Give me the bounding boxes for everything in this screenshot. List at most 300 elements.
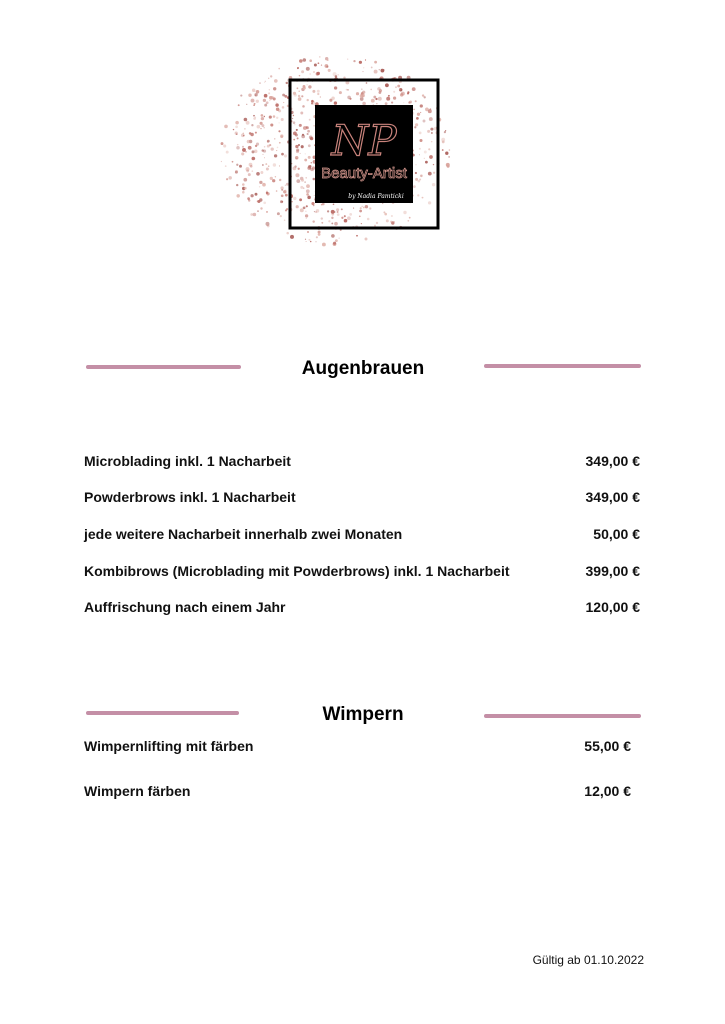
glitter-dot — [383, 69, 384, 70]
glitter-dot — [256, 100, 259, 103]
glitter-dot — [428, 148, 430, 150]
glitter-dot — [429, 155, 433, 159]
glitter-dot — [246, 121, 250, 125]
glitter-dot — [371, 66, 373, 68]
glitter-dot — [428, 172, 432, 176]
glitter-dot — [221, 161, 222, 162]
glitter-dot — [233, 129, 234, 130]
glitter-dot — [314, 64, 317, 67]
glitter-dot — [266, 192, 268, 194]
service-name: Wimpern färben — [84, 783, 191, 799]
glitter-dot — [262, 164, 264, 166]
glitter-dot — [254, 103, 256, 105]
glitter-dot — [307, 133, 309, 135]
glitter-dot — [292, 118, 293, 119]
glitter-dot — [415, 178, 418, 181]
glitter-dot — [266, 222, 270, 226]
glitter-dot — [419, 131, 422, 134]
glitter-dot — [270, 177, 273, 180]
glitter-dot — [280, 134, 283, 137]
glitter-dot — [306, 184, 310, 188]
glitter-dot — [356, 92, 359, 95]
glitter-dot — [306, 205, 308, 207]
glitter-dot — [414, 126, 416, 128]
glitter-dot — [331, 217, 333, 219]
glitter-dot — [269, 89, 270, 90]
glitter-dot — [430, 108, 432, 110]
glitter-dot — [305, 177, 306, 178]
glitter-dot — [306, 84, 308, 86]
glitter-dot — [277, 147, 279, 149]
glitter-dot — [313, 125, 315, 127]
glitter-dot — [371, 99, 375, 103]
glitter-dot — [235, 125, 238, 128]
glitter-dot — [294, 93, 297, 96]
glitter-dot — [262, 154, 263, 155]
glitter-dot — [425, 161, 428, 164]
glitter-dot — [252, 157, 256, 161]
glitter-dot — [297, 67, 299, 69]
glitter-dot — [317, 93, 319, 95]
glitter-dot — [278, 68, 280, 70]
glitter-dot — [273, 97, 276, 100]
glitter-dot — [307, 130, 310, 133]
glitter-dot — [306, 218, 307, 219]
glitter-dot — [263, 99, 266, 102]
glitter-dot — [260, 128, 261, 129]
glitter-dot — [359, 210, 362, 213]
glitter-dot — [273, 163, 276, 166]
glitter-dot — [281, 153, 284, 156]
glitter-dot — [293, 121, 296, 124]
glitter-dot — [284, 219, 286, 221]
logo-monogram: NP — [331, 116, 397, 165]
glitter-dot — [264, 94, 268, 98]
glitter-dot — [235, 170, 238, 173]
glitter-dot — [407, 92, 409, 94]
glitter-dot — [347, 89, 348, 90]
logo — [215, 30, 515, 280]
glitter-dot — [298, 91, 299, 92]
heading-rule-left — [86, 365, 241, 369]
glitter-dot — [413, 109, 415, 111]
glitter-dot — [298, 97, 302, 101]
glitter-dot — [321, 217, 323, 219]
glitter-dot — [269, 100, 270, 101]
glitter-dot — [408, 101, 410, 103]
glitter-dot — [253, 115, 255, 117]
glitter-dot — [280, 215, 282, 217]
glitter-dot — [390, 221, 392, 223]
glitter-dot — [403, 102, 404, 103]
glitter-dot — [242, 183, 245, 186]
glitter-dot — [255, 145, 257, 147]
glitter-dot — [293, 115, 294, 116]
glitter-dot — [359, 215, 361, 217]
glitter-dot — [299, 75, 301, 77]
glitter-dot — [331, 222, 333, 224]
glitter-dot — [299, 59, 303, 63]
glitter-dot — [304, 181, 306, 183]
glitter-dot — [278, 130, 280, 132]
glitter-dot — [274, 154, 277, 157]
glitter-dot — [328, 69, 331, 72]
glitter-dot — [362, 206, 363, 207]
glitter-dot — [266, 168, 269, 171]
glitter-dot — [326, 66, 328, 68]
glitter-dot — [320, 96, 321, 97]
glitter-dot — [276, 150, 277, 151]
glitter-dot — [388, 95, 390, 97]
glitter-dot — [301, 179, 304, 182]
glitter-dot — [281, 189, 283, 191]
glitter-dot — [412, 87, 416, 91]
glitter-dot — [241, 152, 244, 155]
glitter-dot — [275, 176, 276, 177]
glitter-dot — [327, 210, 329, 212]
glitter-dot — [286, 232, 289, 235]
glitter-dot — [296, 205, 299, 208]
glitter-dot — [424, 96, 426, 98]
glitter-dot — [244, 128, 245, 129]
glitter-dot — [308, 156, 311, 159]
glitter-dot — [293, 139, 295, 141]
glitter-dot — [236, 184, 238, 186]
glitter-dot — [331, 96, 334, 99]
glitter-dot — [226, 151, 229, 154]
glitter-dot — [369, 207, 371, 209]
service-name: jede weitere Nacharbeit innerhalb zwei Monaten — [84, 526, 403, 542]
glitter-dot — [240, 95, 242, 97]
glitter-dot — [341, 217, 343, 219]
glitter-dot — [303, 85, 306, 88]
glitter-dot — [365, 205, 368, 208]
glitter-dot — [393, 96, 396, 99]
glitter-dot — [273, 87, 276, 90]
glitter-dot — [417, 194, 419, 196]
logo-title: Beauty-Artist — [321, 165, 407, 182]
glitter-dot — [246, 169, 249, 172]
glitter-dot — [296, 150, 299, 153]
glitter-dot — [307, 196, 311, 200]
glitter-dot — [261, 124, 264, 127]
glitter-dot — [265, 163, 267, 165]
glitter-dot — [310, 241, 312, 243]
section-heading-augenbrauen: Augenbrauen — [301, 358, 425, 379]
glitter-dot — [378, 97, 382, 101]
glitter-dot — [391, 102, 393, 104]
logo-graphic — [215, 30, 515, 280]
glitter-dot — [284, 154, 287, 157]
service-price: 50,00 € — [593, 526, 640, 542]
glitter-dot — [393, 91, 395, 93]
glitter-dot — [315, 211, 317, 213]
glitter-dot — [428, 201, 431, 204]
glitter-dot — [251, 124, 253, 126]
service-price: 399,00 € — [585, 563, 640, 579]
glitter-dot — [236, 133, 238, 135]
section-heading-wimpern: Wimpern — [322, 704, 404, 725]
glitter-dot — [428, 109, 432, 113]
glitter-dot — [225, 165, 227, 167]
glitter-dot — [306, 189, 310, 193]
service-price: 120,00 € — [585, 599, 640, 615]
glitter-dot — [285, 185, 286, 186]
glitter-dot — [255, 132, 257, 134]
glitter-dot — [344, 215, 346, 217]
glitter-dot — [266, 211, 268, 213]
glitter-dot — [433, 164, 434, 165]
glitter-dot — [331, 210, 335, 214]
glitter-dot — [255, 117, 257, 119]
glitter-dot — [315, 241, 316, 242]
glitter-dot — [313, 178, 316, 181]
glitter-dot — [363, 67, 364, 68]
glitter-dot — [301, 145, 304, 148]
glitter-dot — [309, 59, 312, 62]
glitter-dot — [416, 117, 419, 120]
glitter-dot — [376, 222, 378, 224]
glitter-dot — [337, 74, 338, 75]
glitter-dot — [276, 117, 278, 119]
glitter-dot — [367, 218, 370, 221]
glitter-dot — [261, 114, 264, 117]
glitter-dot — [308, 239, 310, 241]
glitter-dot — [310, 137, 313, 140]
glitter-dot — [236, 194, 239, 197]
glitter-dot — [293, 132, 297, 136]
validity-note: Gültig ab 01.10.2022 — [532, 953, 644, 967]
glitter-dot — [422, 197, 424, 199]
glitter-dot — [244, 187, 247, 190]
glitter-dot — [279, 142, 281, 144]
glitter-dot — [254, 150, 258, 154]
glitter-dot — [337, 211, 339, 213]
glitter-dot — [415, 123, 418, 126]
glitter-dot — [375, 98, 377, 100]
glitter-dot — [334, 222, 338, 226]
glitter-dot — [253, 213, 257, 217]
glitter-dot — [366, 82, 368, 84]
glitter-dot — [237, 144, 239, 146]
glitter-dot — [260, 171, 263, 174]
glitter-dot — [294, 124, 295, 125]
glitter-dot — [281, 194, 284, 197]
glitter-dot — [313, 71, 315, 73]
logo-signature: by Nadia Pamticki — [348, 193, 404, 200]
glitter-dot — [431, 141, 433, 143]
glitter-dot — [311, 100, 314, 103]
service-price: 349,00 € — [585, 453, 640, 469]
glitter-dot — [445, 152, 448, 155]
glitter-dot — [403, 211, 406, 214]
glitter-dot — [299, 198, 302, 201]
glitter-dot — [362, 71, 363, 72]
glitter-dot — [264, 116, 265, 117]
glitter-dot — [262, 149, 264, 151]
glitter-dot — [305, 214, 308, 217]
glitter-dot — [304, 159, 307, 162]
glitter-dot — [427, 130, 430, 133]
glitter-dot — [259, 186, 260, 187]
service-name: Powderbrows inkl. 1 Nacharbeit — [84, 489, 296, 505]
glitter-dot — [300, 186, 303, 189]
glitter-dot — [317, 90, 320, 93]
glitter-dot — [394, 221, 395, 222]
glitter-dot — [347, 58, 348, 59]
glitter-dot — [244, 118, 248, 122]
glitter-dot — [221, 142, 224, 145]
glitter-dot — [242, 191, 245, 194]
glitter-dot — [365, 59, 366, 60]
glitter-dot — [250, 213, 253, 216]
glitter-dot — [446, 163, 450, 167]
glitter-dot — [385, 102, 388, 105]
glitter-dot — [397, 85, 400, 88]
glitter-dot — [239, 165, 242, 168]
glitter-dot — [430, 128, 433, 131]
glitter-dot — [250, 165, 253, 168]
service-name: Kombibrows (Microblading mit Powderbrows) inkl. 1 Nacharbeit — [84, 563, 510, 579]
glitter-dot — [306, 67, 310, 71]
glitter-dot — [306, 193, 309, 196]
glitter-dot — [386, 219, 389, 222]
glitter-dot — [310, 73, 311, 74]
glitter-dot — [420, 174, 423, 177]
glitter-dot — [243, 178, 247, 182]
glitter-dot — [270, 75, 272, 77]
glitter-dot — [407, 220, 409, 222]
glitter-dot — [418, 180, 421, 183]
glitter-dot — [334, 101, 337, 104]
glitter-dot — [339, 238, 340, 239]
glitter-dot — [285, 209, 287, 211]
glitter-dot — [265, 81, 266, 82]
glitter-dot — [344, 219, 348, 223]
glitter-dot — [251, 99, 255, 103]
glitter-dot — [250, 194, 253, 197]
glitter-dot — [300, 208, 304, 212]
glitter-dot — [282, 106, 285, 109]
glitter-dot — [415, 100, 417, 102]
glitter-dot — [290, 235, 294, 239]
glitter-dot — [264, 82, 265, 83]
glitter-dot — [248, 173, 251, 176]
glitter-dot — [264, 127, 265, 128]
glitter-dot — [431, 132, 433, 134]
glitter-dot — [420, 104, 423, 107]
glitter-dot — [306, 241, 307, 242]
glitter-dot — [303, 126, 307, 130]
service-name: Wimpernlifting mit färben — [84, 738, 254, 754]
glitter-dot — [248, 146, 252, 150]
glitter-dot — [312, 166, 315, 169]
glitter-dot — [311, 162, 312, 163]
glitter-dot — [252, 170, 254, 172]
glitter-dot — [285, 190, 287, 192]
glitter-dot — [272, 179, 275, 182]
glitter-dot — [248, 93, 251, 96]
glitter-dot — [419, 154, 420, 155]
glitter-dot — [361, 89, 362, 90]
glitter-dot — [301, 135, 305, 139]
glitter-dot — [279, 179, 281, 181]
glitter-dot — [374, 70, 378, 74]
service-name: Microblading inkl. 1 Nacharbeit — [84, 453, 291, 469]
glitter-dot — [261, 117, 264, 120]
glitter-dot — [252, 150, 255, 153]
glitter-dot — [312, 90, 315, 93]
glitter-dot — [365, 238, 368, 241]
glitter-dot — [349, 98, 351, 100]
glitter-dot — [274, 138, 275, 139]
glitter-dot — [254, 93, 258, 97]
glitter-dot — [409, 217, 411, 219]
glitter-dot — [300, 153, 301, 154]
glitter-dot — [337, 213, 340, 216]
glitter-dot — [302, 105, 305, 108]
glitter-dot — [260, 207, 262, 209]
glitter-dot — [341, 208, 343, 210]
glitter-dot — [236, 164, 238, 166]
glitter-dot — [449, 149, 451, 151]
glitter-dot — [298, 144, 300, 146]
heading-rule-left — [86, 711, 239, 715]
glitter-dot — [270, 123, 273, 126]
glitter-dot — [286, 183, 289, 186]
glitter-dot — [429, 117, 433, 121]
glitter-dot — [264, 104, 267, 107]
glitter-dot — [296, 158, 297, 159]
glitter-dot — [307, 231, 309, 233]
glitter-dot — [279, 165, 280, 166]
glitter-dot — [415, 172, 417, 174]
glitter-dot — [259, 181, 262, 184]
heading-rule-right — [484, 364, 641, 368]
glitter-dot — [335, 239, 338, 242]
glitter-dot — [301, 70, 304, 73]
glitter-dot — [224, 125, 228, 129]
service-name: Auffrischung nach einem Jahr — [84, 599, 286, 615]
glitter-dot — [308, 85, 311, 88]
glitter-dot — [379, 69, 380, 70]
glitter-dot — [283, 102, 284, 103]
glitter-dot — [433, 172, 435, 174]
glitter-dot — [331, 234, 335, 238]
glitter-dot — [321, 204, 323, 206]
glitter-dot — [300, 112, 303, 115]
glitter-dot — [247, 140, 250, 143]
glitter-dot — [314, 211, 315, 212]
glitter-dot — [232, 161, 234, 163]
glitter-dot — [308, 144, 311, 147]
glitter-dot — [363, 207, 365, 209]
glitter-dot — [333, 72, 337, 76]
glitter-dot — [252, 89, 256, 93]
glitter-dot — [327, 59, 329, 61]
glitter-dot — [238, 104, 240, 106]
glitter-dot — [264, 157, 265, 158]
glitter-dot — [361, 94, 365, 98]
glitter-dot — [299, 124, 302, 127]
glitter-dot — [401, 92, 405, 96]
glitter-dot — [277, 212, 280, 215]
glitter-dot — [422, 94, 424, 96]
glitter-dot — [293, 167, 297, 171]
glitter-dot — [263, 201, 266, 204]
glitter-dot — [248, 199, 250, 201]
glitter-dot — [285, 194, 288, 197]
